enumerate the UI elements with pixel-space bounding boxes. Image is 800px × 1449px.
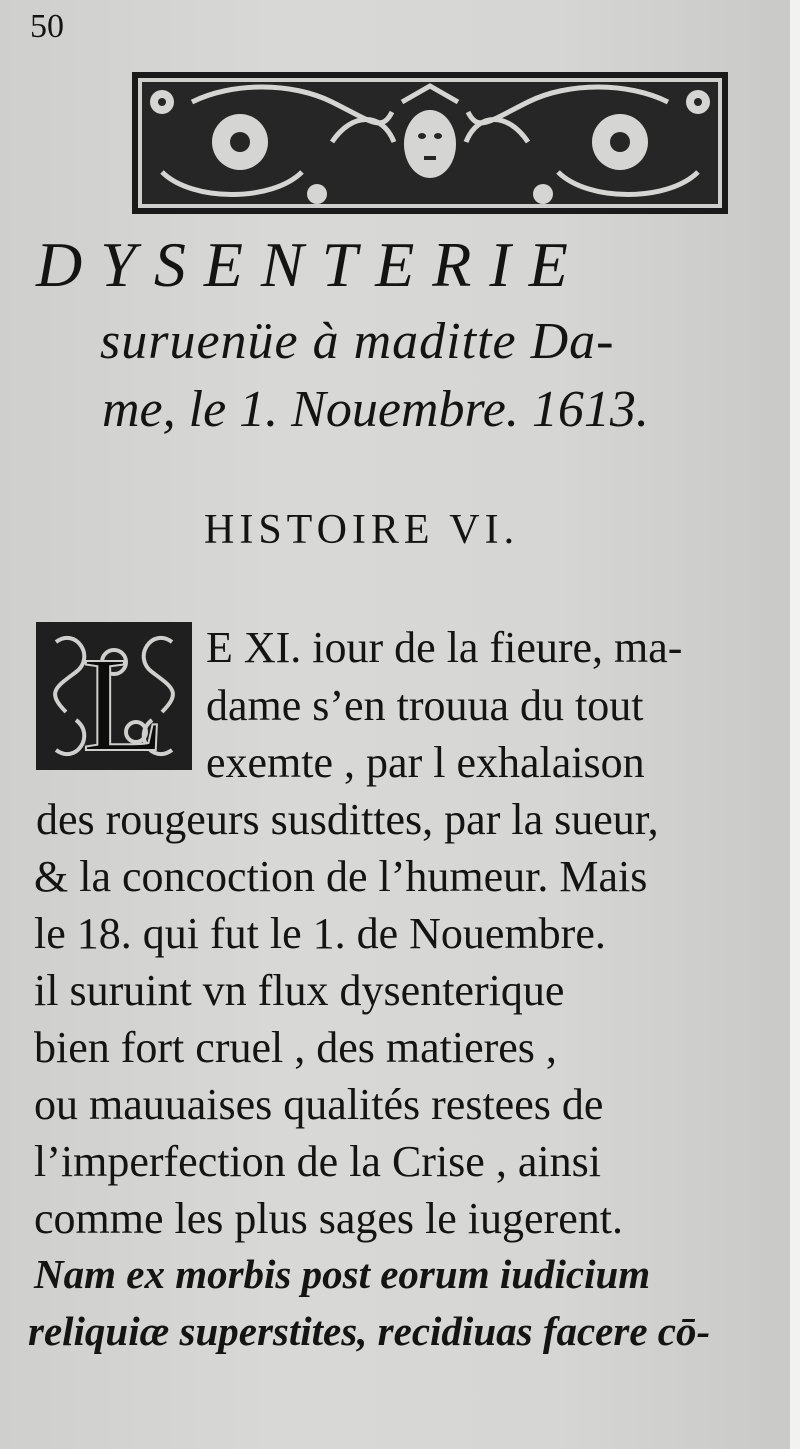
- floral-headpiece-ornament: [132, 72, 728, 214]
- chapter-title-line-3: me, le 1. Nouembre. 1613.: [102, 381, 649, 438]
- latin-quote-line: Nam ex morbis post eorum iudicium: [34, 1251, 651, 1297]
- page-number: 50: [30, 8, 64, 45]
- section-heading: HISTOIRE VI.: [204, 507, 520, 553]
- decorated-initial-letter: [36, 622, 192, 770]
- drop-cap-letter: L: [82, 630, 166, 770]
- body-line: il suruint vn flux dysenterique: [34, 966, 565, 1015]
- body-line: E XI. iour de la fieure, ma-: [206, 623, 683, 672]
- body-line: dame s’en trouua du tout: [206, 681, 644, 730]
- body-line: exemte , par l exhalaison: [206, 738, 645, 787]
- body-line: l’imperfection de la Crise , ainsi: [34, 1137, 601, 1186]
- chapter-title-line-2: suruenüe à maditte Da-: [100, 313, 615, 370]
- body-line: le 18. qui fut le 1. de Nouembre.: [34, 909, 606, 958]
- latin-quote-line: reliquiæ superstites, recidiuas facere cō-: [28, 1308, 711, 1354]
- body-line: bien fort cruel , des matieres ,: [34, 1023, 557, 1072]
- body-line: & la concoction de l’humeur. Mais: [34, 852, 648, 901]
- body-line: comme les plus sages le iugerent.: [34, 1194, 623, 1243]
- chapter-title-line-1: DYSENTERIE: [36, 229, 586, 300]
- body-line: ou mauuaises qualités restees de: [34, 1080, 604, 1129]
- page-edge: [790, 0, 800, 1449]
- body-line: des rougeurs susdittes, par la sueur,: [36, 795, 659, 844]
